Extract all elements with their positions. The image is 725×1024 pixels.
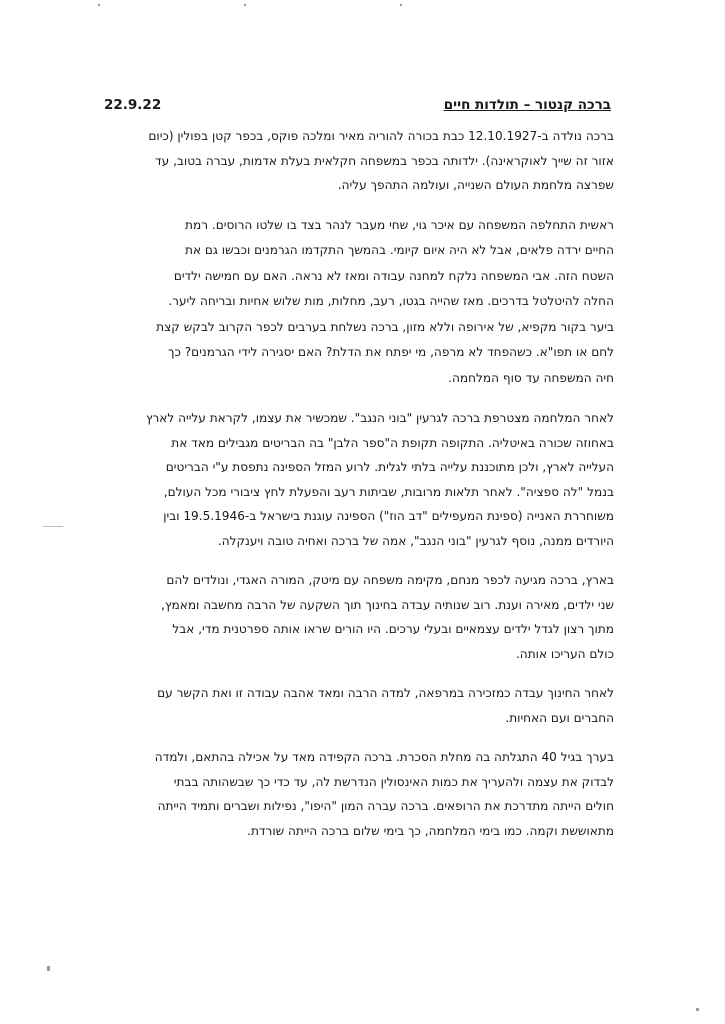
scan-speck <box>47 966 50 971</box>
text-line: בערך בגיל 40 התגלתה בה מחלת הסכרת. ברכה הקפידה מאד על אכילה בהתאם, ולמדה <box>154 750 614 764</box>
text-line: משוחררת האנייה (ספינת המעפילים "דב הוז") הספינה עוגנת בישראל ב-19.5.1946 ובין <box>163 509 614 523</box>
text-line: חיה המשפחה עד סוף המלחמה. <box>448 370 614 385</box>
text-line: ראשית התחלפה המשפחה עם איכר גוי, שחי מעבר לנהר בצד בו שלטו הרוסים. רמת <box>185 217 614 232</box>
paragraph-childhood <box>96 124 614 198</box>
text-line: העלייה לארץ, ולכן מתוכננת עלייה בלתי לגלית. לרוע המזל הספינה נתפסת ע"י הבריטים <box>165 460 614 474</box>
scan-speck <box>696 1008 699 1011</box>
paragraph-aliyah <box>96 406 614 553</box>
scan-speck <box>400 4 402 6</box>
text-line: אזור זה שייך לאוקראינה). ילדותה בכפר במשפחה חקלאית בעלת אדמות, עברה בטוב, עד <box>155 153 614 168</box>
text-line: כולם העריכו אותה. <box>515 646 614 661</box>
text-line: מתאוששת וקמה. כמו בימי המלחמה, כך בימי שלום ברכה הייתה שורדת. <box>247 823 614 838</box>
scan-speck <box>244 4 246 6</box>
text-line: לאחר החינוך עבדה כמזכירה במרפאה, למדה הרבה ומאד אהבה עבודה זו ואת הקשר עם <box>157 686 614 700</box>
text-line: חולים הייתה מתדרכת את הרופאים. ברכה עברה המון "היפו", נפילות ושברים ותמיד הייתה <box>157 799 614 813</box>
scan-speck <box>43 526 63 527</box>
text-line: לחם או תפו"א. כשהפחד לא מרפה, מי יפתח את הדלת? האם יסגירה לידי הגרמנים? כך <box>168 345 614 359</box>
paragraph-war-years <box>96 213 614 392</box>
text-line: שפרצה מלחמת העולם השנייה, ועולמה התהפך עליה. <box>337 178 614 192</box>
text-line: באחוזה שכורה באיטליה. התקופה תקופת ה"ספר הלבן" בה הבריטים מגבילים מאד את <box>171 435 614 450</box>
text-line: לאחר המלחמה מצטרפת ברכה לגרעין "בוני הנגב". שמכשיר את עצמו, לקראת עלייה לארץ <box>145 411 614 425</box>
text-line: ביער בקור מקפיא, של אירופה וללא מזון, ברכה נשלחת בערבים לכפר הקרוב לבקש קצת <box>156 319 614 334</box>
text-line: ברכה נולדה ב-12.10.1927 כבת בכורה להוריה מאיר ומלכה פוקס, בכפר קטן בפולין (כיום <box>148 129 614 143</box>
text-line: בארץ, ברכה מגיעה לכפר מנחם, מקימה משפחה עם מיטק, המורה האגדי, ונולדים להם <box>166 573 614 587</box>
document-body <box>96 124 614 858</box>
document-title: ברכה קנטור – תולדות חיים <box>443 97 611 113</box>
text-line: בנמל "לה ספציה". לאחר תלאות מרובות, שביתות רעב והפעלת לחץ ציבורי מכל העולם, <box>163 484 614 499</box>
paragraph-clinic-work <box>96 681 614 730</box>
text-line: החברים ועם האחיות. <box>505 710 614 725</box>
text-line: השטח הזה. אבי המשפחה נלקח למחנה עבודה ומאז לא נראה. האם עם חמישה ילדים <box>173 268 614 283</box>
paragraph-diabetes <box>96 745 614 843</box>
document-date: 22.9.22 <box>104 97 162 113</box>
text-line: החיים ירדה פלאים, אבל לא היה איום קיומי. בהמשך התקדמו הגרמנים וכבשו גם את <box>185 243 614 257</box>
text-line: שני ילדים, מאירה וענת. רוב שנותיה עבדה בחינוך תוך השקעה של הרבה מחשבה ומאמץ, <box>161 597 614 612</box>
text-line: לבדוק את עצמה ולהעריך את כמות האינסולין הנדרשת לה, עד כדי כך שבשהותה בבתי <box>173 774 614 789</box>
text-line: היורדים ממנה, נוסף לגרעין "בוני הנגב", אמה של ברכה ואחיה טובה ויענקלה. <box>217 533 614 548</box>
text-line: החלה להיטלטל בדרכים. מאז שהייה בגטו, רעב, מחלות, מות שלוש אחיות ובריחה ליער. <box>168 294 614 308</box>
text-line: מתוך רצון לגדל ילדים עצמאיים ובעלי ערכים. היו הורים שראו אותה ספרטנית מדי, אבל <box>172 622 614 636</box>
paragraph-family-teaching <box>96 568 614 666</box>
scan-speck <box>98 4 100 6</box>
document-header <box>104 97 611 121</box>
